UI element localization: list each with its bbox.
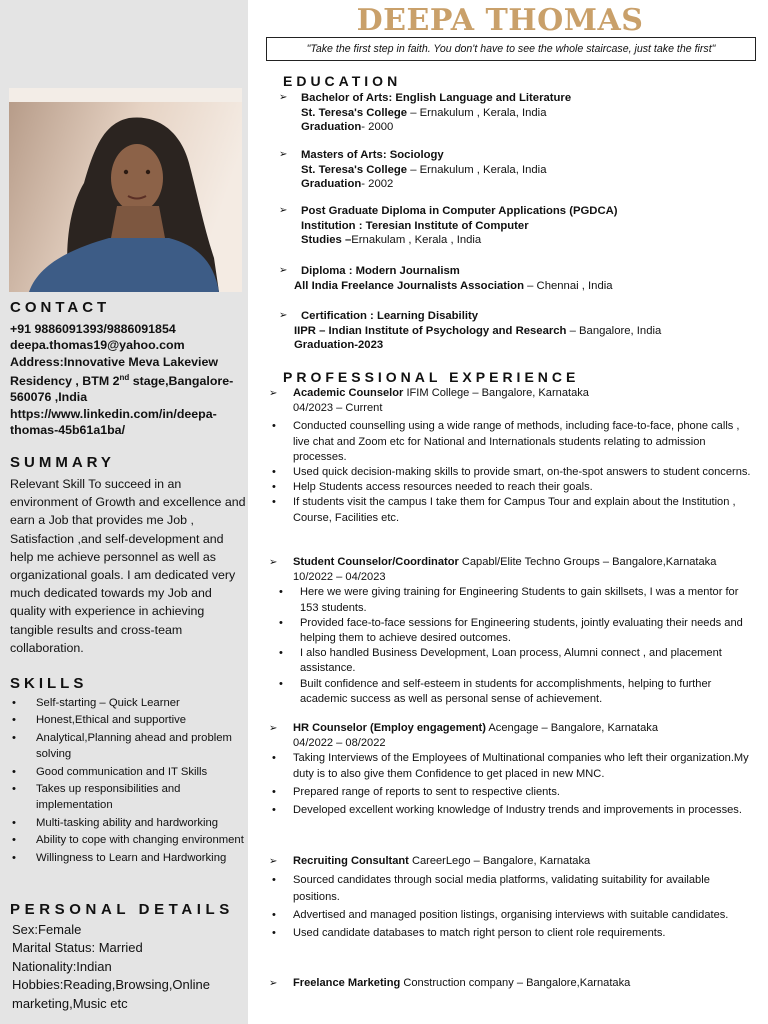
job-bullet: • Provided face-to-face sessions for Engineering students, jointly evaluating their needs and helping them to achieve desired outcomes. [269, 616, 755, 646]
job-bullet: • Prepared range of reports to sent to respective clients. [269, 785, 755, 800]
job-bullet: • Developed excellent working knowledge of Industry trends and improvements in processes. [269, 803, 755, 818]
job-entry: ➢ Academic Counselor IFIM College – Bangalore, Karnataka 04/2023 – Current • Conducted counselling using a wide range of methods, including face-to-face, phone calls , live chat and Zoom etc for National and Internationals students relating to admission processes. • Used quick decision-making skills to provide smart, on-the-spot answers to student concerns. • Help Students access resources needed to reach their goals. • If students visit the campus I take them for Campus Tour and explain about the Institution , Course, Facilities etc. [269, 386, 755, 526]
job-entry: ➢ Recruiting Consultant CareerLego – Bangalore, Karnataka • Sourced candidates through social media platforms, validating suitability for available positions. • Advertised and managed position listings, organising interviews with suitable candidates. • Used candidate databases to match right person to client role requirements. [269, 854, 755, 942]
contact-linkedin-line-2[interactable]: thomas-45b61a1ba/ [10, 422, 126, 437]
arrow-bullet-icon: ➢ [269, 723, 278, 734]
job-bullet: • Sourced candidates through social media platforms, validating suitability for available positions. [269, 872, 755, 906]
contact-details [10, 321, 244, 438]
arrow-bullet-icon: ➢ [279, 205, 288, 216]
skill-item: • Honest,Ethical and supportive [10, 712, 246, 728]
contact-address-line-3: 560076 ,India [10, 390, 88, 405]
job-bullet: • Used candidate databases to match right person to client role requirements. [269, 925, 755, 942]
education-item: ➢ Masters of Arts: Sociology St. Teresa's College – Ernakulum , Kerala, India Graduation- 2002 [279, 149, 547, 191]
personal-sex: Sex:Female [12, 922, 82, 937]
summary-text: Relevant Skill To succeed in an environment of Growth and excellence and earn a Job that provides me Job , Satisfaction ,and self-development and help me achieve personnel as well as organizational goals. I am dedicated very much dedicated towards my Job and quality with experience in achieving tangible results and cross-team collaboration. [10, 477, 246, 655]
job-bullet: • I also handled Business Development, Loan process, Alumni connect , and placement assistance. [269, 646, 755, 676]
contact-title: CONTACT [10, 299, 111, 316]
education-title: EDUCATION [283, 73, 402, 89]
candidate-name: DEEPA THOMAS [356, 3, 644, 38]
contact-phone: +91 9886091393/9886091854 [10, 322, 176, 336]
contact-email[interactable]: deepa.thomas19@yahoo.com [10, 338, 185, 353]
contact-address-line-1: Address:Innovative Meva Lakeview [10, 354, 218, 369]
job-bullet: • Taking Interviews of the Employees of Multinational companies who left their organization.My duty is to also give them Confidence to get placed in new MNC. [269, 751, 755, 781]
skill-item: • Takes up responsibilities and implementation [10, 781, 246, 814]
personal-nationality: Nationality:Indian [12, 958, 112, 974]
arrow-bullet-icon: ➢ [279, 265, 288, 276]
job-entry: ➢ HR Counselor (Employ engagement) Acengage – Bangalore, Karnataka 04/2022 – 08/2022 • Taking Interviews of the Employees of Multinational companies who left their organization.My duty is to also give them Confidence to get placed in new MNC. • Prepared range of reports to sent to respective clients. • Developed excellent working knowledge of Industry trends and improvements in processes. [269, 721, 755, 818]
skill-item: • Multi-tasking ability and hardworking [10, 815, 246, 831]
education-item: ➢ Bachelor of Arts: English Language and Literature St. Teresa's College – Ernakulum , Kerala, India Graduation- 2000 [279, 92, 572, 134]
skill-item: • Good communication and IT Skills [10, 764, 246, 780]
arrow-bullet-icon: ➢ [279, 310, 288, 321]
personal-details-title: PERSONAL DETAILS [10, 901, 234, 918]
skill-item: • Willingness to Learn and Hardworking [10, 850, 246, 866]
arrow-bullet-icon: ➢ [279, 92, 288, 103]
education-item: ➢ Post Graduate Diploma in Computer Applications (PGDCA) Institution : Teresian Institute of Computer Studies –Ernakulam , Kerala , India [279, 205, 618, 247]
arrow-bullet-icon: ➢ [269, 978, 278, 989]
contact-linkedin-line-1[interactable]: https://www.linkedin.com/in/deepa- [10, 406, 217, 421]
arrow-bullet-icon: ➢ [269, 856, 278, 867]
job-bullet: • Help Students access resources needed to reach their goals. [269, 480, 755, 495]
personal-details [12, 921, 248, 1013]
personal-hobbies: Hobbies:Reading,Browsing,Online marketing,Music etc [12, 977, 211, 1011]
job-bullet: • Used quick decision-making skills to provide smart, on-the-spot answers to student concerns. [269, 465, 755, 480]
arrow-bullet-icon: ➢ [269, 388, 278, 399]
skill-item: • Ability to cope with changing environment [10, 832, 246, 848]
quote-box: "Take the first step in faith. You don't have to see the whole staircase, just take the first" [266, 37, 756, 61]
job-bullet: • Conducted counselling using a wide range of methods, including face-to-face, phone calls , live chat and Zoom etc for National and Internationals students relating to admission processes. [269, 419, 755, 465]
job-bullet: • If students visit the campus I take them for Campus Tour and explain about the Institution , Course, Facilities etc. [269, 495, 755, 525]
job-bullet: • Here we were giving training for Engineering Students to gain skillsets, I was a mentor for 153 students. [269, 585, 755, 615]
summary-title: SUMMARY [10, 454, 115, 471]
professional-experience-title: PROFESSIONAL EXPERIENCE [283, 369, 580, 385]
arrow-bullet-icon: ➢ [269, 557, 278, 568]
skills-title: SKILLS [10, 675, 88, 692]
job-bullet: • Advertised and managed position listings, organising interviews with suitable candidates. [269, 907, 755, 924]
education-item: ➢ Certification : Learning Disability IIPR – Indian Institute of Psychology and Research – Bangalore, India Graduation-2023 [279, 310, 662, 352]
skills-list [10, 695, 246, 867]
arrow-bullet-icon: ➢ [279, 149, 288, 160]
personal-marital-status: Marital Status: Married [12, 940, 143, 956]
job-entry: ➢ Freelance Marketing Construction company – Bangalore,Karnataka [269, 976, 755, 991]
job-bullet: • Built confidence and self-esteem in students for accomplishments, helping to further academic success as well as personal sense of achievement. [269, 677, 755, 707]
profile-photo [9, 88, 242, 292]
skill-item: • Self-starting – Quick Learner [10, 695, 246, 711]
contact-address-line-2: Residency , BTM 2nd stage,Bangalore- [10, 372, 234, 389]
education-item: ➢ Diploma : Modern Journalism All India Freelance Journalists Association – Chennai , India [279, 265, 613, 292]
job-entry: ➢ Student Counselor/Coordinator Capabl/Elite Techno Groups – Bangalore,Karnataka 10/2022 – 04/2023 • Here we were giving training for Engineering Students to gain skillsets, I was a mentor for 153 students. • Provided face-to-face sessions for Engineering students, jointly evaluating their needs and helping them to achieve desired outcomes. • I also handled Business Development, Loan process, Alumni connect , and placement assistance. • Built confidence and self-esteem in students for accomplishments, helping to further academic success as well as personal sense of achievement. [269, 555, 755, 707]
skill-item: • Analytical,Planning ahead and problem solving [10, 730, 246, 763]
